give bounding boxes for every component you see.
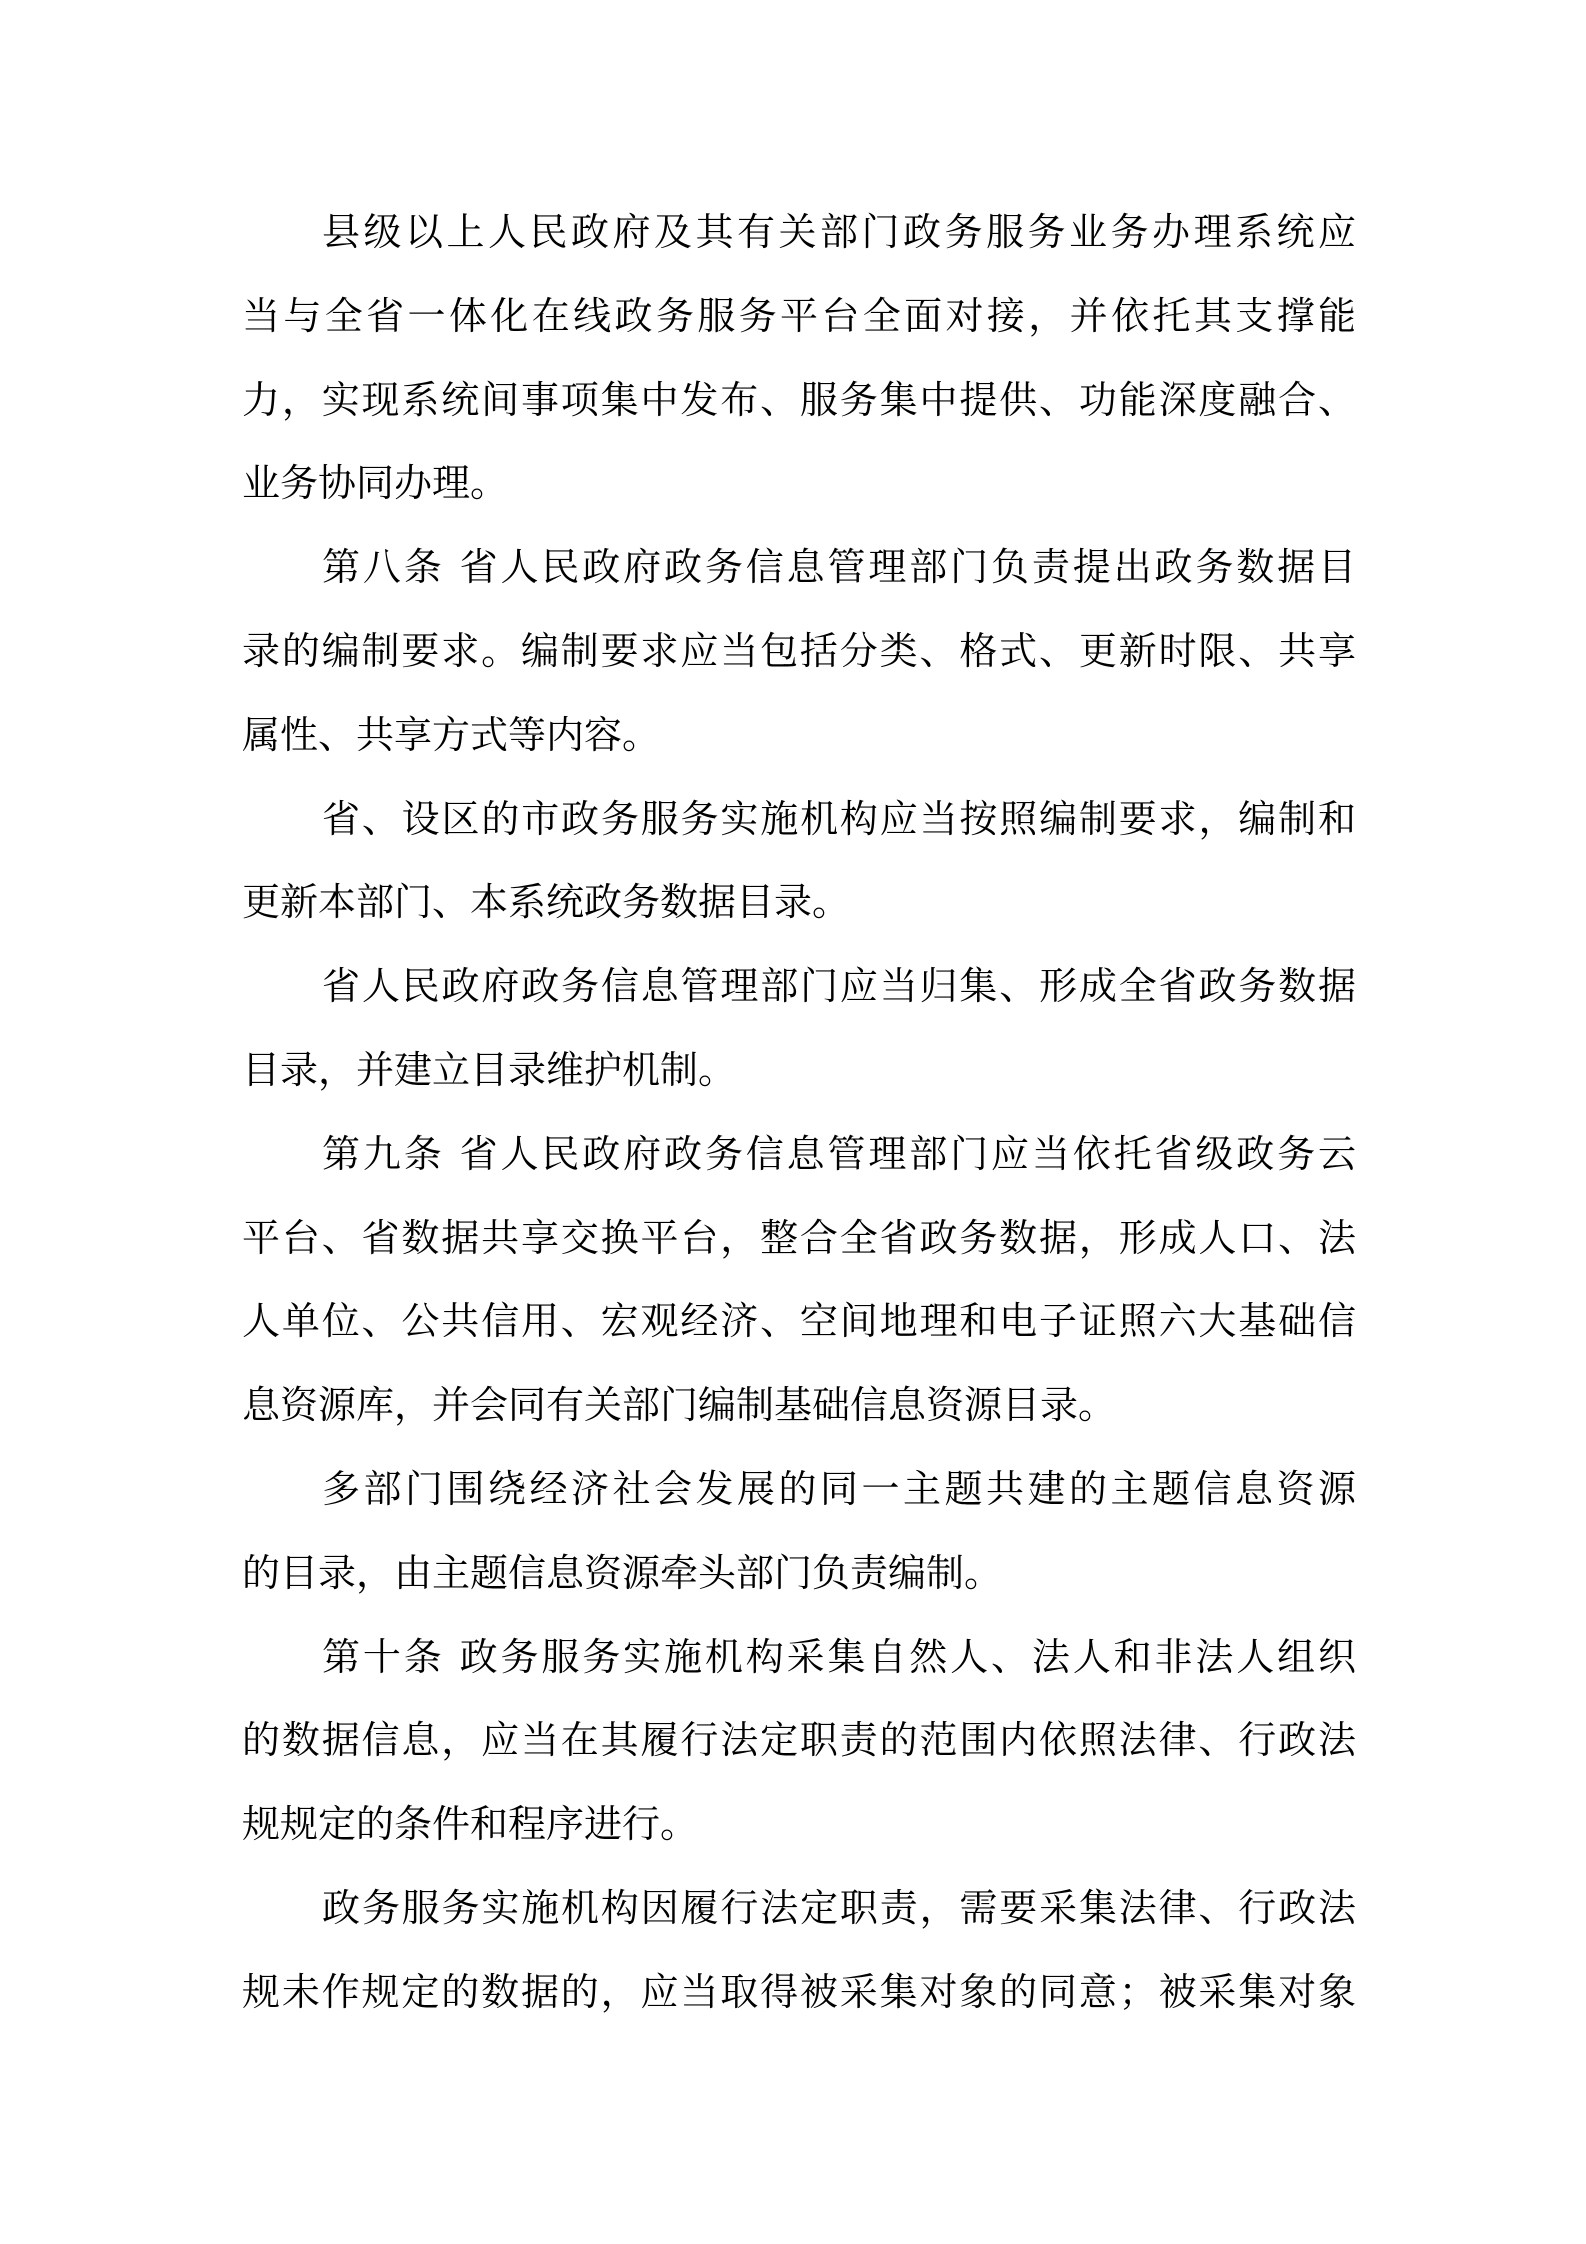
text-line: 第十条 政务服务实施机构采集自然人、法人和非法人组织 bbox=[322, 1634, 1356, 1679]
text-line: 的数据信息，应当在其履行法定职责的范围内依照法律、行政法 bbox=[242, 1718, 1356, 1763]
text-line: 的目录，由主题信息资源牵头部门负责编制。 bbox=[242, 1550, 1003, 1595]
text-line: 录的编制要求。编制要求应当包括分类、格式、更新时限、共享 bbox=[242, 628, 1356, 673]
text-line: 目录，并建立目录维护机制。 bbox=[242, 1047, 737, 1092]
text-line: 省、设区的市政务服务实施机构应当按照编制要求，编制和 bbox=[322, 796, 1356, 841]
text-line: 县级以上人民政府及其有关部门政务服务业务办理系统应 bbox=[322, 210, 1356, 254]
text-line: 第九条 省人民政府政务信息管理部门应当依托省级政务云 bbox=[322, 1131, 1356, 1176]
text-line: 第八条 省人民政府政务信息管理部门负责提出政务数据目 bbox=[322, 545, 1356, 590]
text-line: 力，实现系统间事项集中发布、服务集中提供、功能深度融合、 bbox=[242, 377, 1356, 422]
text-line: 更新本部门、本系统政务数据目录。 bbox=[242, 880, 851, 925]
text-line: 规未作规定的数据的，应当取得被采集对象的同意；被采集对象 bbox=[242, 1969, 1356, 2014]
text-line: 息资源库，并会同有关部门编制基础信息资源目录。 bbox=[242, 1383, 1117, 1428]
text-line: 多部门围绕经济社会发展的同一主题共建的主题信息资源 bbox=[322, 1466, 1356, 1511]
text-line: 省人民政府政务信息管理部门应当归集、形成全省政务数据 bbox=[322, 964, 1356, 1009]
text-line: 业务协同办理。 bbox=[242, 461, 509, 506]
text-line: 属性、共享方式等内容。 bbox=[242, 712, 661, 757]
text-line: 人单位、公共信用、宏观经济、空间地理和电子证照六大基础信 bbox=[242, 1299, 1356, 1344]
document-body bbox=[242, 204, 1356, 2048]
text-line: 当与全省一体化在线政务服务平台全面对接，并依托其支撑能 bbox=[242, 293, 1356, 338]
text-line: 平台、省数据共享交换平台，整合全省政务数据，形成人口、法 bbox=[242, 1215, 1356, 1260]
text-line: 政务服务实施机构因履行法定职责，需要采集法律、行政法 bbox=[322, 1885, 1356, 1930]
text-line: 规规定的条件和程序进行。 bbox=[242, 1802, 699, 1847]
